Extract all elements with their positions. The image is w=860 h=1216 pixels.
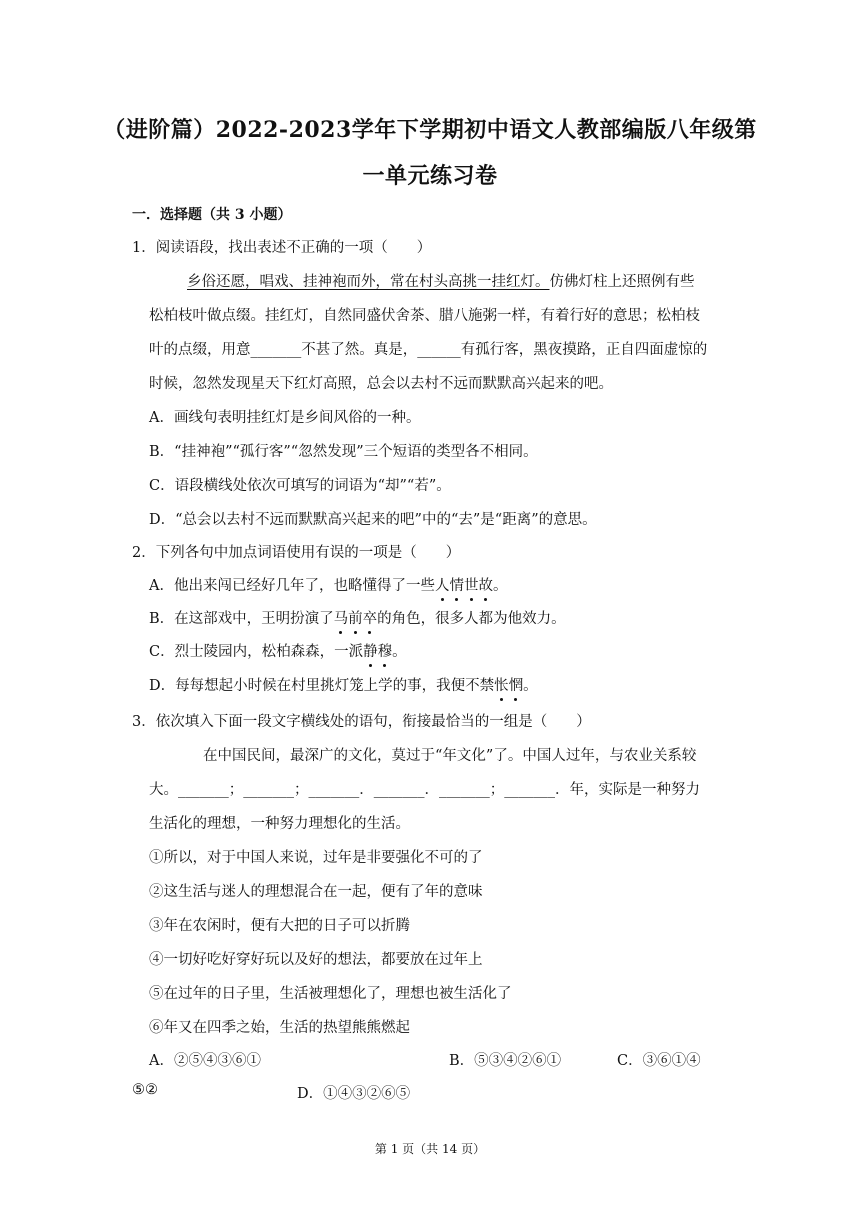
question-3-passage-line-3: 生活化的理想，一种努力理想化的生活。 (149, 816, 410, 832)
question-2-stem: 2．下列各句中加点词语使用有误的一项是（ ） (132, 545, 461, 561)
question-2-option-c (149, 640, 407, 661)
option-text: 。 (392, 644, 407, 660)
question-2-option-d (149, 674, 538, 695)
question-1-passage-line-2: 松柏枝叶做点缀。挂红灯，自然同盛伏舍茶、腊八施粥一样，有着行好的意思；松柏枝 (149, 308, 700, 324)
dotted-char: 故 (478, 574, 493, 595)
question-1-passage-line-4: 时候，忽然发现星天下红灯高照，总会以去村不远而默默高兴起来的吧。 (149, 376, 613, 392)
dotted-char: 马 (334, 607, 349, 628)
dotted-char: 怅 (494, 674, 509, 695)
question-3-item-6: ⑥年又在四季之始，生活的热望熊熊燃起 (149, 1020, 410, 1036)
question-1-passage-line-3: 叶的点缀，用意_______不甚了然。真是，______有孤行客，黑夜摸路，正自四面虚惊的 (149, 342, 708, 358)
section-heading: 一．选择题（共 3 小题） (132, 207, 292, 223)
dotted-char: 穆 (378, 640, 393, 661)
dotted-char: 静 (363, 640, 378, 661)
question-3-item-5: ⑤在过年的日子里，生活被理想化了，理想也被生活化了 (149, 986, 512, 1002)
dotted-char: 世 (464, 574, 479, 595)
question-1-option-a: A．画线句表明挂红灯是乡间风俗的一种。 (149, 410, 421, 426)
dotted-char: 前 (348, 607, 363, 628)
dotted-char: 卒 (363, 607, 378, 628)
option-text: D．每每想起小时候在村里挑灯笼上学的事，我便不禁 (149, 678, 495, 694)
page-footer: 第 1 页（共 14 页） (374, 1142, 486, 1156)
dotted-char: 惘 (509, 674, 524, 695)
question-2-option-a (149, 574, 507, 595)
option-text: A．他出来闯已经好几年了，也略懂得了一些 (149, 578, 435, 594)
question-3-item-1: ①所以，对于中国人来说，过年是非要强化不可的了 (149, 850, 483, 866)
question-3-option-c-continued: ⑤② (132, 1082, 158, 1098)
question-3-item-4: ④一切好吃好穿好玩以及好的想法，都要放在过年上 (149, 952, 483, 968)
underlined-sentence: 乡俗还愿，唱戏、挂神袍而外，常在村头高挑一挂红灯。 (187, 274, 550, 290)
passage-text: 仿佛灯柱上还照例有些 (549, 274, 695, 290)
question-1-option-b: B．“挂神袍”“孤行客”“忽然发现”三个短语的类型各不相同。 (149, 444, 538, 460)
option-text: 的角色，很多人都为他效力。 (377, 611, 566, 627)
option-text: 。 (523, 678, 538, 694)
option-text: C．烈士陵园内，松柏森森，一派 (149, 644, 364, 660)
question-2-option-b (149, 607, 566, 628)
question-3-option-d: D．①④③②⑥⑤ (297, 1086, 411, 1102)
question-3-passage-line-1: 在中国民间，最深广的文化，莫过于“年文化”了。中国人过年，与农业关系较 (203, 748, 697, 764)
dotted-char: 人 (435, 574, 450, 595)
question-1-option-c: C．语段横线处依次可填写的词语为“却”“若”。 (149, 478, 451, 494)
question-3-item-3: ③年在农闲时，便有大把的日子可以折腾 (149, 918, 410, 934)
question-1-passage-line-1 (187, 270, 695, 291)
dotted-char: 情 (449, 574, 464, 595)
document-title-line-2: 一单元练习卷 (362, 163, 498, 189)
question-3-stem: 3．依次填入下面一段文字横线处的语句，衔接最恰当的一组是（ ） (132, 714, 591, 730)
question-1-stem: 1．阅读语段，找出表述不正确的一项（ ） (132, 240, 432, 256)
question-3-option-a: A．②⑤④③⑥① (149, 1053, 261, 1069)
question-3-option-c: C．③⑥①④ (617, 1053, 701, 1069)
document-title-line-1: （进阶篇）2022-2023学年下学期初中语文人教部编版八年级第 (103, 117, 757, 143)
question-3-item-2: ②这生活与迷人的理想混合在一起，便有了年的意味 (149, 884, 483, 900)
question-1-option-d: D．“总会以去村不远而默默高兴起来的吧”中的“去”是“距离”的意思。 (149, 512, 597, 528)
option-text: 。 (492, 578, 508, 594)
question-3-passage-line-2: 大。_______；_______；_______．_______．_______；_______．年，实际是一种努力 (149, 782, 700, 798)
question-3-option-b: B．⑤③④②⑥① (449, 1053, 562, 1069)
option-text: B．在这部戏中，王明扮演了 (149, 611, 334, 627)
